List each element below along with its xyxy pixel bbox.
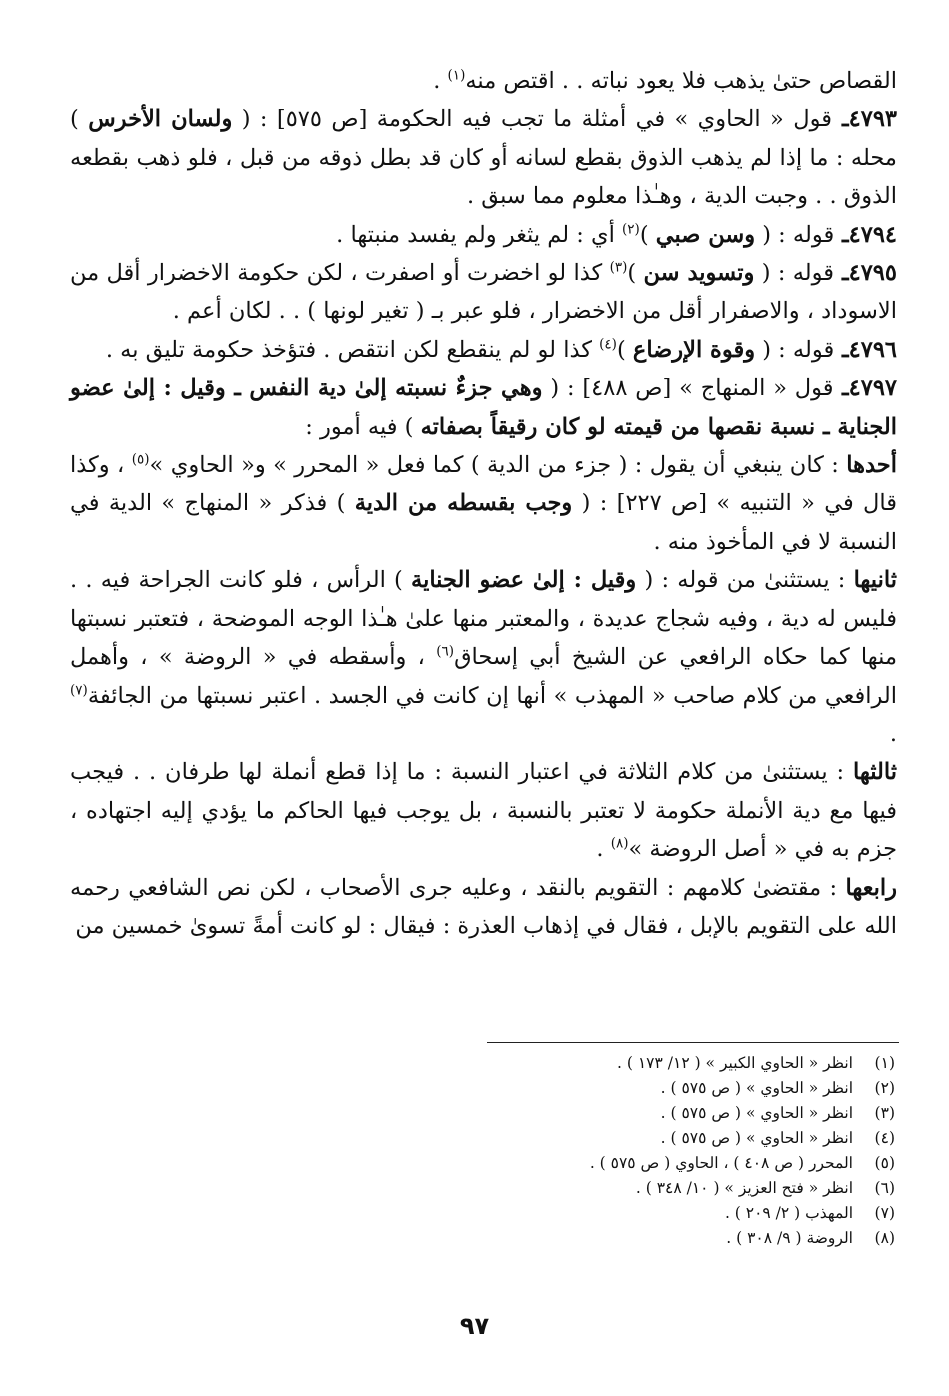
bold-text: ولسان الأخرس <box>88 106 233 133</box>
text-run: ) فيه أمور : <box>305 413 421 440</box>
text-run: ) <box>627 260 644 287</box>
text-run: ) الرأس ، فلو كانت الجراحة فيه . . فليس له دية ، وفيه شجاج عديدة ، والمعتبر منها علىٰ هـٰذا الوجه الموضحة ، فتعتبر نسبتها منها كما حكاه الرافعي عن الشيخ أبي إسحاق <box>70 567 897 671</box>
footnote-text: المهذب ( ٢/ ٢٠٩ ) . <box>724 1204 853 1222</box>
footnote-number: (٧) <box>874 1204 895 1222</box>
footnote-text: المحرر ( ص ٤٠٨ ) ، الحاوي ( ص ٥٧٥ ) . <box>589 1154 853 1172</box>
footnote-text: انظر « الحاوي الكبير » ( ١٢/ ١٧٣ ) . <box>617 1054 853 1072</box>
footnote-text: انظر « الحاوي » ( ص ٥٧٥ ) . <box>660 1129 853 1147</box>
text-run: قول « الحاوي » في أمثلة ما تجب فيه الحكومة [ص ٥٧٥] : ( <box>232 106 832 133</box>
page-number: ٩٧ <box>459 1312 490 1340</box>
footnote <box>70 1126 895 1151</box>
text-run: القصاص حتىٰ يذهب فلا يعود نباته . . اقتص منه <box>465 68 897 94</box>
bold-text: وقوة الإرضاع <box>632 336 756 363</box>
footnote-text: انظر « الحاوي » ( ص ٥٧٥ ) . <box>660 1104 853 1122</box>
bold-text: ثالثها <box>853 759 897 786</box>
bold-text: ٤٧٩٤ـ <box>834 221 897 248</box>
bold-text: رابعها <box>845 874 897 901</box>
footnote-number: (٤) <box>874 1129 895 1147</box>
footnote-text: انظر « الحاوي » ( ص ٥٧٥ ) . <box>660 1079 853 1097</box>
paragraph <box>70 254 897 331</box>
text-run: . <box>889 720 897 747</box>
paragraph <box>70 216 897 254</box>
text-run: : مقتضىٰ كلامهم : التقويم بالنقد ، وعليه جرى الأصحاب ، لكن نص الشافعي رحمه الله على التقويم بالإبل ، فقال في إذهاب العذرة : فيقال : لو كانت أمةً تسوىٰ خمسين من <box>70 874 897 939</box>
text-run: : يستثنىٰ من كلام الثلاثة في اعتبار النسبة : ما إذا قطع أنملة لها طرفان . . فيجب فيها مع دية الأنملة حكومة لا تعتبر بالنسبة ، بل يوجب فيها الحاكم ما يؤدي إليه اجتهاده ، جزم به في « أصل الروضة » <box>70 759 897 863</box>
footnote-text: انظر « فتح العزيز » ( ١٠/ ٣٤٨ ) . <box>635 1179 853 1197</box>
footnote <box>70 1201 895 1226</box>
text-run: ) فذكر « المنهاج » الدية في النسبة لا في المأخوذ منه . <box>70 490 897 555</box>
paragraph <box>70 331 897 369</box>
text-run: . <box>596 836 611 863</box>
footnote-marker: (٨) <box>610 835 629 852</box>
bold-text: وتسويد سن <box>643 260 755 287</box>
main-text <box>70 62 897 945</box>
bold-text: وسن صبي <box>655 221 756 248</box>
text-run: قوله : ( <box>754 260 835 287</box>
text-run: قوله : ( <box>755 221 835 248</box>
footnote-marker: (٥) <box>131 451 150 468</box>
footnote-separator <box>487 1042 899 1043</box>
bold-text: ٤٧٩٦ـ <box>834 336 897 363</box>
bold-text: ٤٧٩٧ـ <box>833 375 897 402</box>
text-run: قول « المنهاج » [ص ٤٨٨] : ( <box>542 375 834 402</box>
footnote <box>70 1226 895 1251</box>
footnote <box>70 1176 895 1201</box>
bold-text: وهي جزءٌ نسبته إلىٰ دية النفس ـ وقيل : إلىٰ عضو الجناية ـ نسبة نقصها من قيمته لو كان رقيقاً بصفاته <box>70 375 897 440</box>
text-run: : يستثنىٰ من قوله : ( <box>636 567 854 594</box>
footnote-marker: (٦) <box>436 643 455 660</box>
footnote-number: (٢) <box>874 1079 895 1097</box>
text-run: قوله : ( <box>755 336 835 363</box>
text-run: ) <box>616 336 633 363</box>
paragraph <box>70 753 897 868</box>
paragraph <box>70 100 897 215</box>
text-run: ، وأسقطه في « الروضة » ، وأهمل الرافعي من كلام صاحب « المهذب » أنها إن كانت في الجسد . اعتبر نسبتها من الجائفة <box>70 644 897 709</box>
bold-text: ٤٧٩٥ـ <box>834 260 897 287</box>
footnote <box>70 1051 895 1076</box>
text-run: ) محله : ما إذا لم يذهب الذوق بقطع لسانه أو كان قد بطل ذوقه من قبل ، فلو ذهب بقطعه الذوق . . وجبت الدية ، وهـٰذا معلوم مما سبق . <box>70 106 897 210</box>
footnote <box>70 1076 895 1101</box>
footnote-marker: (٤) <box>599 336 617 353</box>
text-run: أي : لم يثغر ولم يفسد منبتها . <box>336 221 622 248</box>
text-run: : كان ينبغي أن يقول : ( جزء من الدية ) كما فعل « المحرر » و« الحاوي » <box>149 452 847 479</box>
bold-text: وقيل : إلىٰ عضو الجناية <box>411 567 637 594</box>
bold-text: أحدها <box>846 452 897 479</box>
paragraph <box>70 869 897 946</box>
footnotes <box>70 1051 895 1251</box>
footnote-number: (٥) <box>874 1154 895 1172</box>
text-run: . <box>433 68 448 94</box>
paragraph <box>70 561 897 753</box>
footnote-number: (٨) <box>874 1229 895 1247</box>
text-run: ) <box>639 221 656 248</box>
paragraph <box>70 446 897 561</box>
footnote-marker: (٣) <box>609 259 628 276</box>
footnote-number: (٦) <box>874 1179 895 1197</box>
text-run: كذا لو لم ينقطع لكن انتقص . فتؤخذ حكومة تليق به . <box>105 336 600 363</box>
footnote-marker: (١) <box>447 67 466 84</box>
footnote-number: (١) <box>874 1054 895 1072</box>
bold-text: وجب بقسطه من الدية <box>354 490 573 517</box>
text-run: ، وكذا قال في « التنبيه » [ص ٢٢٧] : ( <box>70 452 897 517</box>
footnote-marker: (٢) <box>622 221 640 238</box>
paragraph <box>70 369 897 446</box>
footnote-marker: (٧) <box>70 682 88 698</box>
footnote <box>70 1151 895 1176</box>
footnote-text: الروضة ( ٩/ ٣٠٨ ) . <box>726 1229 853 1247</box>
footnote <box>70 1101 895 1126</box>
bold-text: ثانيها <box>853 567 897 594</box>
paragraph <box>70 62 897 100</box>
text-run: كذا لو اخضرت أو اصفرت ، لكن حكومة الاخضرار أقل من الاسوداد ، والاصفرار أقل من الاخضرار ، فلو عبر بـ ( تغير لونها ) . . لكان أعم . <box>70 260 897 325</box>
footnote-number: (٣) <box>874 1104 895 1122</box>
bold-text: ٤٧٩٣ـ <box>831 106 897 133</box>
